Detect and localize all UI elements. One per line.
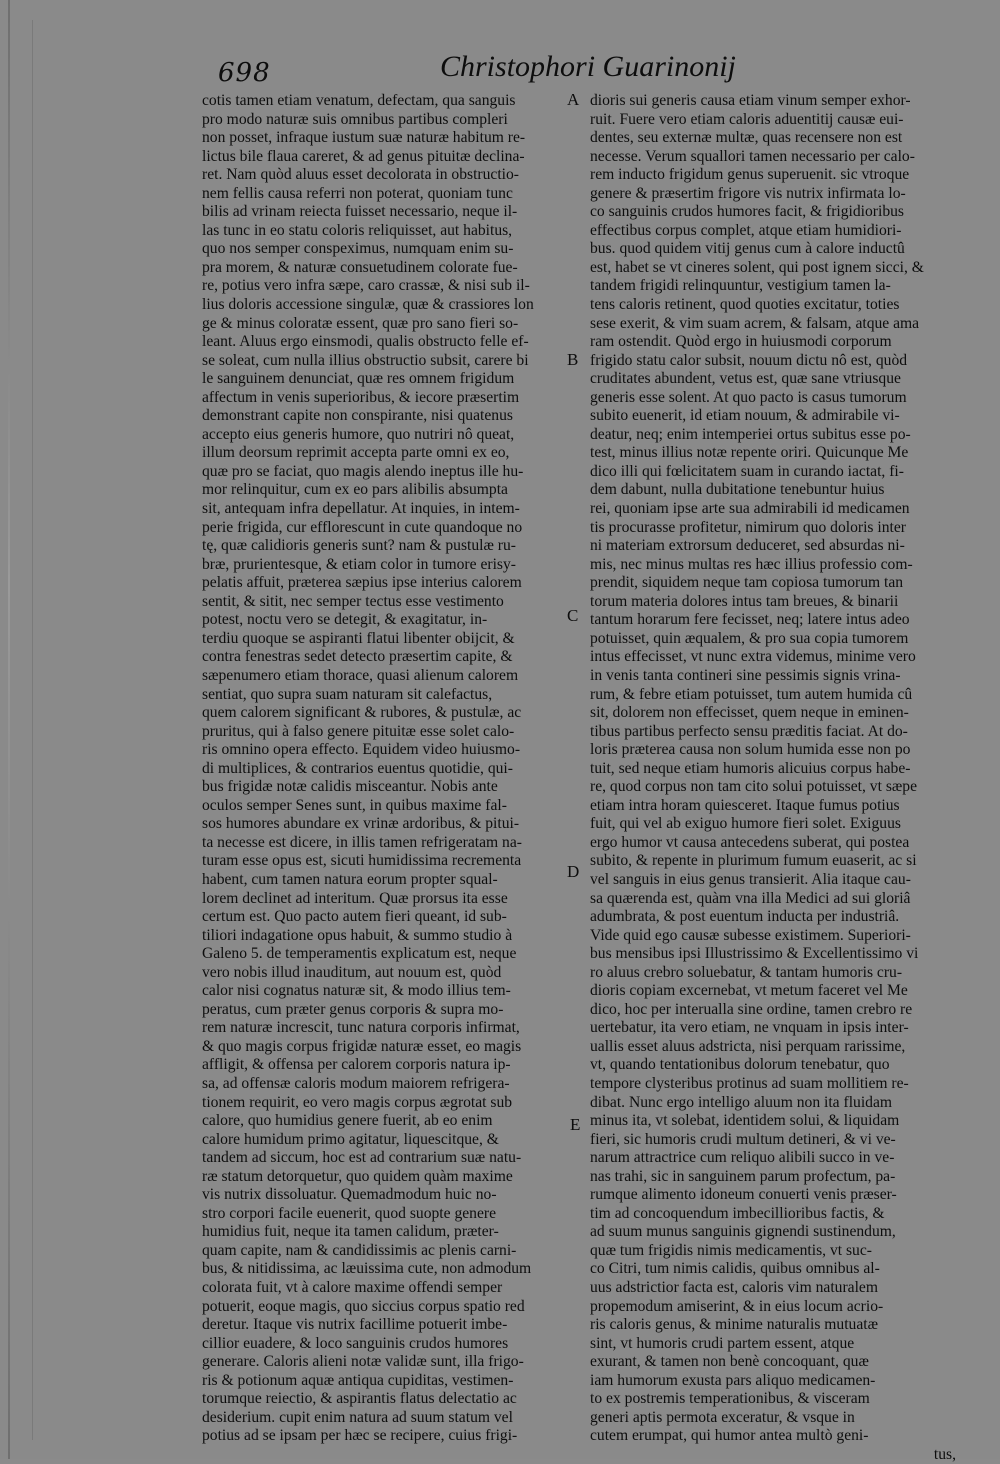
text-line: re, quod corpus non tam cito solui potuisset, vt sæpe <box>590 778 918 796</box>
text-line: generare. Caloris alieni notæ validæ sunt, illa frigo- <box>202 1353 524 1371</box>
text-line: rem inducto frigidum genus superuenit. sic vtroque <box>590 166 910 184</box>
text-line: adumbrata, & post euentum inducta per industriâ. <box>590 908 900 926</box>
text-line: calor nisi cognatus naturæ sit, & modo illius tem- <box>202 982 511 1000</box>
text-line: bus. quod quidem vitij genus cum à calore inductû <box>590 240 905 258</box>
text-line: dico, hoc per interualla sine ordine, tamen crebro re <box>590 1000 913 1018</box>
text-line: bilis ad vrinam reiecta fuisset necessario, neque il- <box>202 203 518 221</box>
text-line: quæ tum frigidis nimis medicamentis, vt suc- <box>590 1241 872 1259</box>
text-line: loris præterea causa non solum humida esse non po <box>590 741 911 759</box>
text-line: sit, antequam infra depellatur. At inquies, in intem- <box>202 500 520 518</box>
text-line: terdiu quoque se aspiranti flatui libenter obijcit, & <box>202 629 515 647</box>
text-line: torum materia dolores intus tam breues, & binarii <box>590 592 899 610</box>
text-line: tandem frigidi relinquuntur, vestigium tamen la- <box>590 277 891 295</box>
text-line: tis procurasse profitetur, nimirum quo doloris inter <box>590 518 906 536</box>
text-line: quam capite, nam & candidissimis ac plenis carni- <box>202 1241 517 1259</box>
text-line: cillior euadere, & loco sanguinis crudos humores <box>202 1334 509 1352</box>
text-line: demonstrant capite non conspirante, nisi quatenus <box>202 407 513 425</box>
text-line: perie frigida, cur efflorescunt in cute quandoque no <box>202 518 523 536</box>
text-line: deretur. Itaque vis nutrix facillime potuerit imbe- <box>202 1316 508 1334</box>
margin-marker-d: D <box>567 862 580 881</box>
text-line: to ex postremis temperationibus, & visceram <box>590 1390 870 1408</box>
text-line: ram ostendit. Quòd ergo in huiusmodi corporum <box>590 333 892 351</box>
text-line: fieri, sic humoris crudi multum detineri, & vi ve- <box>590 1130 896 1148</box>
text-line: calore humidum primo agitatur, liquescitque, & <box>202 1130 499 1148</box>
text-line: rumque alimento idoneum conuerti venis præser- <box>590 1186 897 1204</box>
text-line: accepto eius generis humore, quo nutriri nô queat, <box>202 425 515 443</box>
page-fold-line <box>32 20 33 1440</box>
text-line: tempore clysteribus protinus ad suam mollitiem re- <box>590 1074 909 1092</box>
text-line: tens caloris retinent, quod quoties excitatur, toties <box>590 296 900 314</box>
text-line: etiam intra horam quiesceret. Itaque fumus potius <box>590 796 900 814</box>
text-line: sos humores abundare ex vrinæ ardoribus, & pitui- <box>202 815 520 833</box>
margin-marker-c: C <box>567 606 579 625</box>
text-line: & quo magis corpus frigidæ naturæ esset, eo magis <box>202 1037 522 1055</box>
text-line: ris omnino opera effecto. Equidem video huiusmo- <box>202 741 521 759</box>
text-line: ad suum munus sanguinis gignendi sustinendum, <box>590 1223 896 1241</box>
text-line: rum, & febre etiam potuisset, tum autem humida cû <box>590 685 913 703</box>
text-line: bus frigidæ notæ calidis misceantur. Nobis ante <box>202 778 498 796</box>
text-line: iam humorum exusta pars aliquo medicamen- <box>590 1371 876 1389</box>
text-line: ge & minus coloratæ essent, quæ pro sano fieri so- <box>202 314 519 332</box>
text-line: tantum horarum fere fecisset, neq; latere intus adeo <box>590 611 910 629</box>
text-line: ret. Nam quòd aluus esset decolorata in obstructio- <box>202 166 519 184</box>
text-line: lictus bile flaua careret, & ad genus pituitæ declina- <box>202 147 525 165</box>
text-line: dentes, seu externæ multæ, quas recensere non est <box>590 129 903 147</box>
text-line: co Citri, tum nimis calidis, quibus omnibus al- <box>590 1260 880 1278</box>
text-line: narum attractrice cum reliquo alibili succo in ve- <box>590 1149 895 1167</box>
text-line: ni materiam extrorsum deduceret, sed absurdas ni- <box>590 537 905 555</box>
left-text-column <box>202 92 562 1446</box>
text-line: pra morem, & naturæ consuetudinem colorate fue- <box>202 258 518 276</box>
text-line: co sanguinis crudos humores facit, & frigidioribus <box>590 203 904 221</box>
text-line: pruritus, qui à falso genere pituitæ esse solet calo- <box>202 722 515 740</box>
text-line: sæpenumero etiam thorace, quasi alienum calorem <box>202 666 519 684</box>
text-line: genere & præsertim frigore vis nutrix infirmata lo- <box>590 184 906 202</box>
text-line: lius doloris accessione singulæ, quæ & crassiores lon <box>202 296 534 314</box>
text-line: nem fellis causa referri non poterat, quoniam tunc <box>202 184 513 202</box>
text-line: test, minus illius notæ repente oriri. Quicunque Me <box>590 444 909 462</box>
text-line: tandem ad siccum, hoc est ad contrarium suæ natu- <box>202 1149 522 1167</box>
text-line: lorem declinet ad interitum. Quæ prorsus ita esse <box>202 889 508 907</box>
text-line: quo nos semper conspeximus, numquam enim su- <box>202 240 514 258</box>
text-line: tus, <box>933 1445 956 1463</box>
text-line: colorata fuit, vt à calore maxime offendi semper <box>202 1279 503 1296</box>
text-line: Galeno 5. de temperamentis explicatum est, neque <box>202 945 517 963</box>
text-line: le sanguinem denunciat, quæ res omnem frigidum <box>202 370 515 388</box>
text-line: uus adstrictior facta est, caloris vim naturalem <box>590 1279 878 1296</box>
text-line: di multiplices, & contrarios euentus quotidie, qui- <box>202 759 513 777</box>
text-line: rei, quoniam ipse arte sua admirabili id medicamen <box>590 500 910 518</box>
text-line: subito euenerit, id etiam nouum, & admirabile vi- <box>590 407 900 425</box>
text-line: fuit, qui vel ab exiguo humore fieri solet. Exiguus <box>590 815 901 833</box>
text-line: vis nutrix dissoluatur. Quemadmodum huic no- <box>202 1186 497 1204</box>
text-line: contra fenestras sedet detecto præsertim capite, & <box>202 648 513 666</box>
text-line: cutem erumpat, qui humor antea multò geni- <box>590 1427 869 1445</box>
text-line: desiderium. cupit enim natura ad suum statum vel <box>202 1408 513 1426</box>
text-line: las tunc in eo statu coloris reliquisset, aut habitus, <box>202 221 513 239</box>
text-line: sa, ad offensæ caloris modum maiorem refrigera- <box>202 1074 510 1092</box>
text-line: dibat. Nunc ergo intelligo aluum non ita fluidam <box>590 1093 892 1111</box>
text-line: exurant, & tamen non benè concoquant, quæ <box>590 1353 869 1371</box>
text-line: tę, quæ calidioris generis sunt? nam & pustulæ ru- <box>202 537 516 555</box>
text-line: vt, quando tentationibus dolorum tenebatur, quo <box>590 1056 890 1074</box>
text-line: generi aptis permota exceratur, & vsque in <box>590 1408 855 1426</box>
text-line: sa quærenda est, quàm vna illa Medici ad sui gloriâ <box>590 889 911 907</box>
text-line: non posset, infraque iustum suæ naturæ habitum re- <box>202 129 526 147</box>
text-line: subito, & repente in plurimum fumum euaserit, ac si <box>590 852 917 870</box>
text-line: est, habet se vt cineres solent, qui post ignem sicci, & <box>590 258 924 276</box>
text-line: intus effecisset, vt nunc extra videmus, minime vero <box>590 648 916 666</box>
text-line: dico illi qui fœlicitatem suam in curando iactat, fi- <box>590 462 904 480</box>
text-line: prendit, siquidem neque tam copiosa tumorum tan <box>590 574 904 592</box>
text-line: tiliori indagatione opus habuit, & summo studio à <box>202 926 513 944</box>
text-line: tibus partibus perfecto sensu præditis faciat. At do- <box>590 722 908 740</box>
text-line: sit, dolorem non effecisset, quem neque in eminen- <box>590 704 909 722</box>
text-line: ris & potionum aquæ antiqua cupiditas, vestimen- <box>202 1371 514 1389</box>
text-line: dioris copiam excernebat, vt metum faceret vel Me <box>590 982 908 1000</box>
text-line: quem calorem significant & rubores, & pustulæ, ac <box>202 704 522 722</box>
text-line: ris caloris genus, & minime naturalis mutuatæ <box>590 1316 879 1334</box>
page-number: 698 <box>218 58 271 88</box>
right-text-column <box>590 92 956 1464</box>
margin-marker-a: A <box>567 90 580 109</box>
text-line: tim ad concoquendum imbecillioribus factis, & <box>590 1204 885 1222</box>
text-line: necesse. Verum squallori tamen necessario per calo- <box>590 147 915 165</box>
text-line: cruditates abundent, vetus est, quæ sane vtriusque <box>590 370 901 388</box>
text-line: ræ statum detorquetur, quo quidem quàm maxime <box>202 1167 513 1185</box>
text-line: potuisset, quin æqualem, & pro sua copia tumorem <box>590 629 909 647</box>
text-line: uertebatur, ita vero etiam, ne vnquam in ipsis inter- <box>590 1019 909 1037</box>
text-line: bus mensibus ipsi Illustrissimo & Excellentissimo vi <box>590 945 919 963</box>
text-line: oculos semper Senes sunt, in quibus maxime fal- <box>202 796 507 814</box>
text-line: dem dabunt, nulla dubitatione tenebuntur huius <box>590 481 885 499</box>
text-line: calore, quo humidius genere fuerit, ab eo enim <box>202 1112 493 1130</box>
text-line: dioris sui generis causa etiam vinum semper exhor- <box>590 92 911 109</box>
text-line: peratus, cum præter genus corporis & supra mo- <box>202 1000 504 1018</box>
text-line: torumque reiectio, & aspirantis flatus delectatio ac <box>202 1390 517 1408</box>
text-line: quæ pro se faciat, quo magis alendo ineptus ille hu- <box>202 462 524 480</box>
text-line: habent, cum tamen natura eorum propter squal- <box>202 870 498 888</box>
text-line: affligit, & offensa per calorem corporis natura ip- <box>202 1056 511 1074</box>
text-line: effectibus corpus complet, atque etiam humidiori- <box>590 221 902 239</box>
text-line: potest, noctu vero se detegit, & exagitatur, in- <box>202 611 488 629</box>
text-line: sint, vt humoris crudi partem essent, atque <box>590 1334 855 1352</box>
text-line: tionem requirit, eo vero magis corpus ægrotat sub <box>202 1093 513 1111</box>
text-line: ta necesse est dicere, in illis tamen refrigeratam na- <box>202 833 522 851</box>
text-line: potius ad se ipsam per hæc se recipere, cuius frigi- <box>202 1427 518 1445</box>
text-line: ruit. Fuere vero etiam caloris aduentitij causæ eui- <box>590 110 904 128</box>
text-line: bræ, prurientesque, & etiam color in tumore erisy- <box>202 555 516 573</box>
text-line: mor relinquitur, cum ex eo pars alibilis absumpta <box>202 481 508 499</box>
text-line: illum deorsum reprimit accepta parte omni ex eo, <box>202 444 510 462</box>
text-line: turam esse opus est, sicuti humidissima recrementa <box>202 852 522 870</box>
text-line: minus ita, vt solebat, identidem solui, & liquidam <box>590 1112 900 1130</box>
text-line: re, potius vero infra sæpe, caro crassæ, & nisi sub il- <box>202 277 530 295</box>
text-line: se soleat, cum nulla illius obstructio subsit, carere bi <box>202 351 529 369</box>
page-edge-shadow <box>8 0 10 1459</box>
text-line: frigido statu calor subsit, nouum dictu nô est, quòd <box>590 351 908 369</box>
text-line: rem naturæ increscit, tunc natura corporis infirmat, <box>202 1019 520 1037</box>
text-line: sentiat, quo supra suam naturam sit calefactus, <box>202 685 493 703</box>
text-line: ro aluus crebro soluebatur, & tantam humoris cru- <box>590 963 903 981</box>
text-line: ergo humor vt causa antecedens suberat, qui postea <box>590 833 910 851</box>
text-line: humidius fuit, neque ita tamen calidum, præter- <box>202 1223 499 1241</box>
text-line: pelatis affuit, præterea sæpius ipse interius calorem <box>202 574 522 592</box>
text-line: bus, & nitidissima, ac læuissima cute, non admodum <box>202 1260 532 1278</box>
running-head: Christophori Guarinonij <box>440 50 736 83</box>
text-line: uallis esset aluus adstricta, nisi perquam rarissime, <box>590 1037 906 1055</box>
text-line: potuerit, eoque magis, quo siccius corpus spatio red <box>202 1297 525 1315</box>
text-line: cotis tamen etiam venatum, defectam, qua sanguis <box>202 92 516 109</box>
margin-marker-b: B <box>567 350 579 369</box>
text-line: sentit, & sitit, nec semper tectus esse vestimento <box>202 592 504 610</box>
text-line: affectum in venis superioribus, & iecore præsertim <box>202 388 520 406</box>
text-line: deatur, neq; enim intemperiei ortus subitus esse po- <box>590 425 911 443</box>
text-line: tuit, sed neque etiam humoris alicuius corpus habe- <box>590 759 911 777</box>
margin-marker-e: E <box>570 1115 581 1134</box>
text-line: propemodum amiserint, & in eius locum acrio- <box>590 1297 884 1315</box>
text-line: vel sanguis in eius genus transierit. Alia itaque cau- <box>590 870 911 888</box>
text-line: certum est. Quo pacto autem fieri queant, id sub- <box>202 908 507 926</box>
text-line: mis, nec minus multas res hæc illius professio com- <box>590 555 913 573</box>
text-line: nas trahi, sic in sanguinem parum profectum, pa- <box>590 1167 896 1185</box>
text-line: generis esse solent. At quo pacto is casus tumorum <box>590 388 907 406</box>
text-line: vero nobis illud inauditum, aut nouum est, quòd <box>202 963 502 981</box>
text-line: pro modo naturæ suis omnibus partibus compleri <box>202 110 508 128</box>
text-line: in venis tanta contineri sine pessimis signis vrina- <box>590 666 901 684</box>
text-line: sese exerit, & vim suam acrem, & falsam, atque ama <box>590 314 920 332</box>
text-line: stro corpori facile euenerit, quod suopte genere <box>202 1204 496 1222</box>
text-line: Vide quid ego causæ subesse existimem. Superiori- <box>590 926 911 944</box>
text-line: leant. Aluus ergo einsmodi, qualis obstructo felle ef- <box>202 333 529 351</box>
